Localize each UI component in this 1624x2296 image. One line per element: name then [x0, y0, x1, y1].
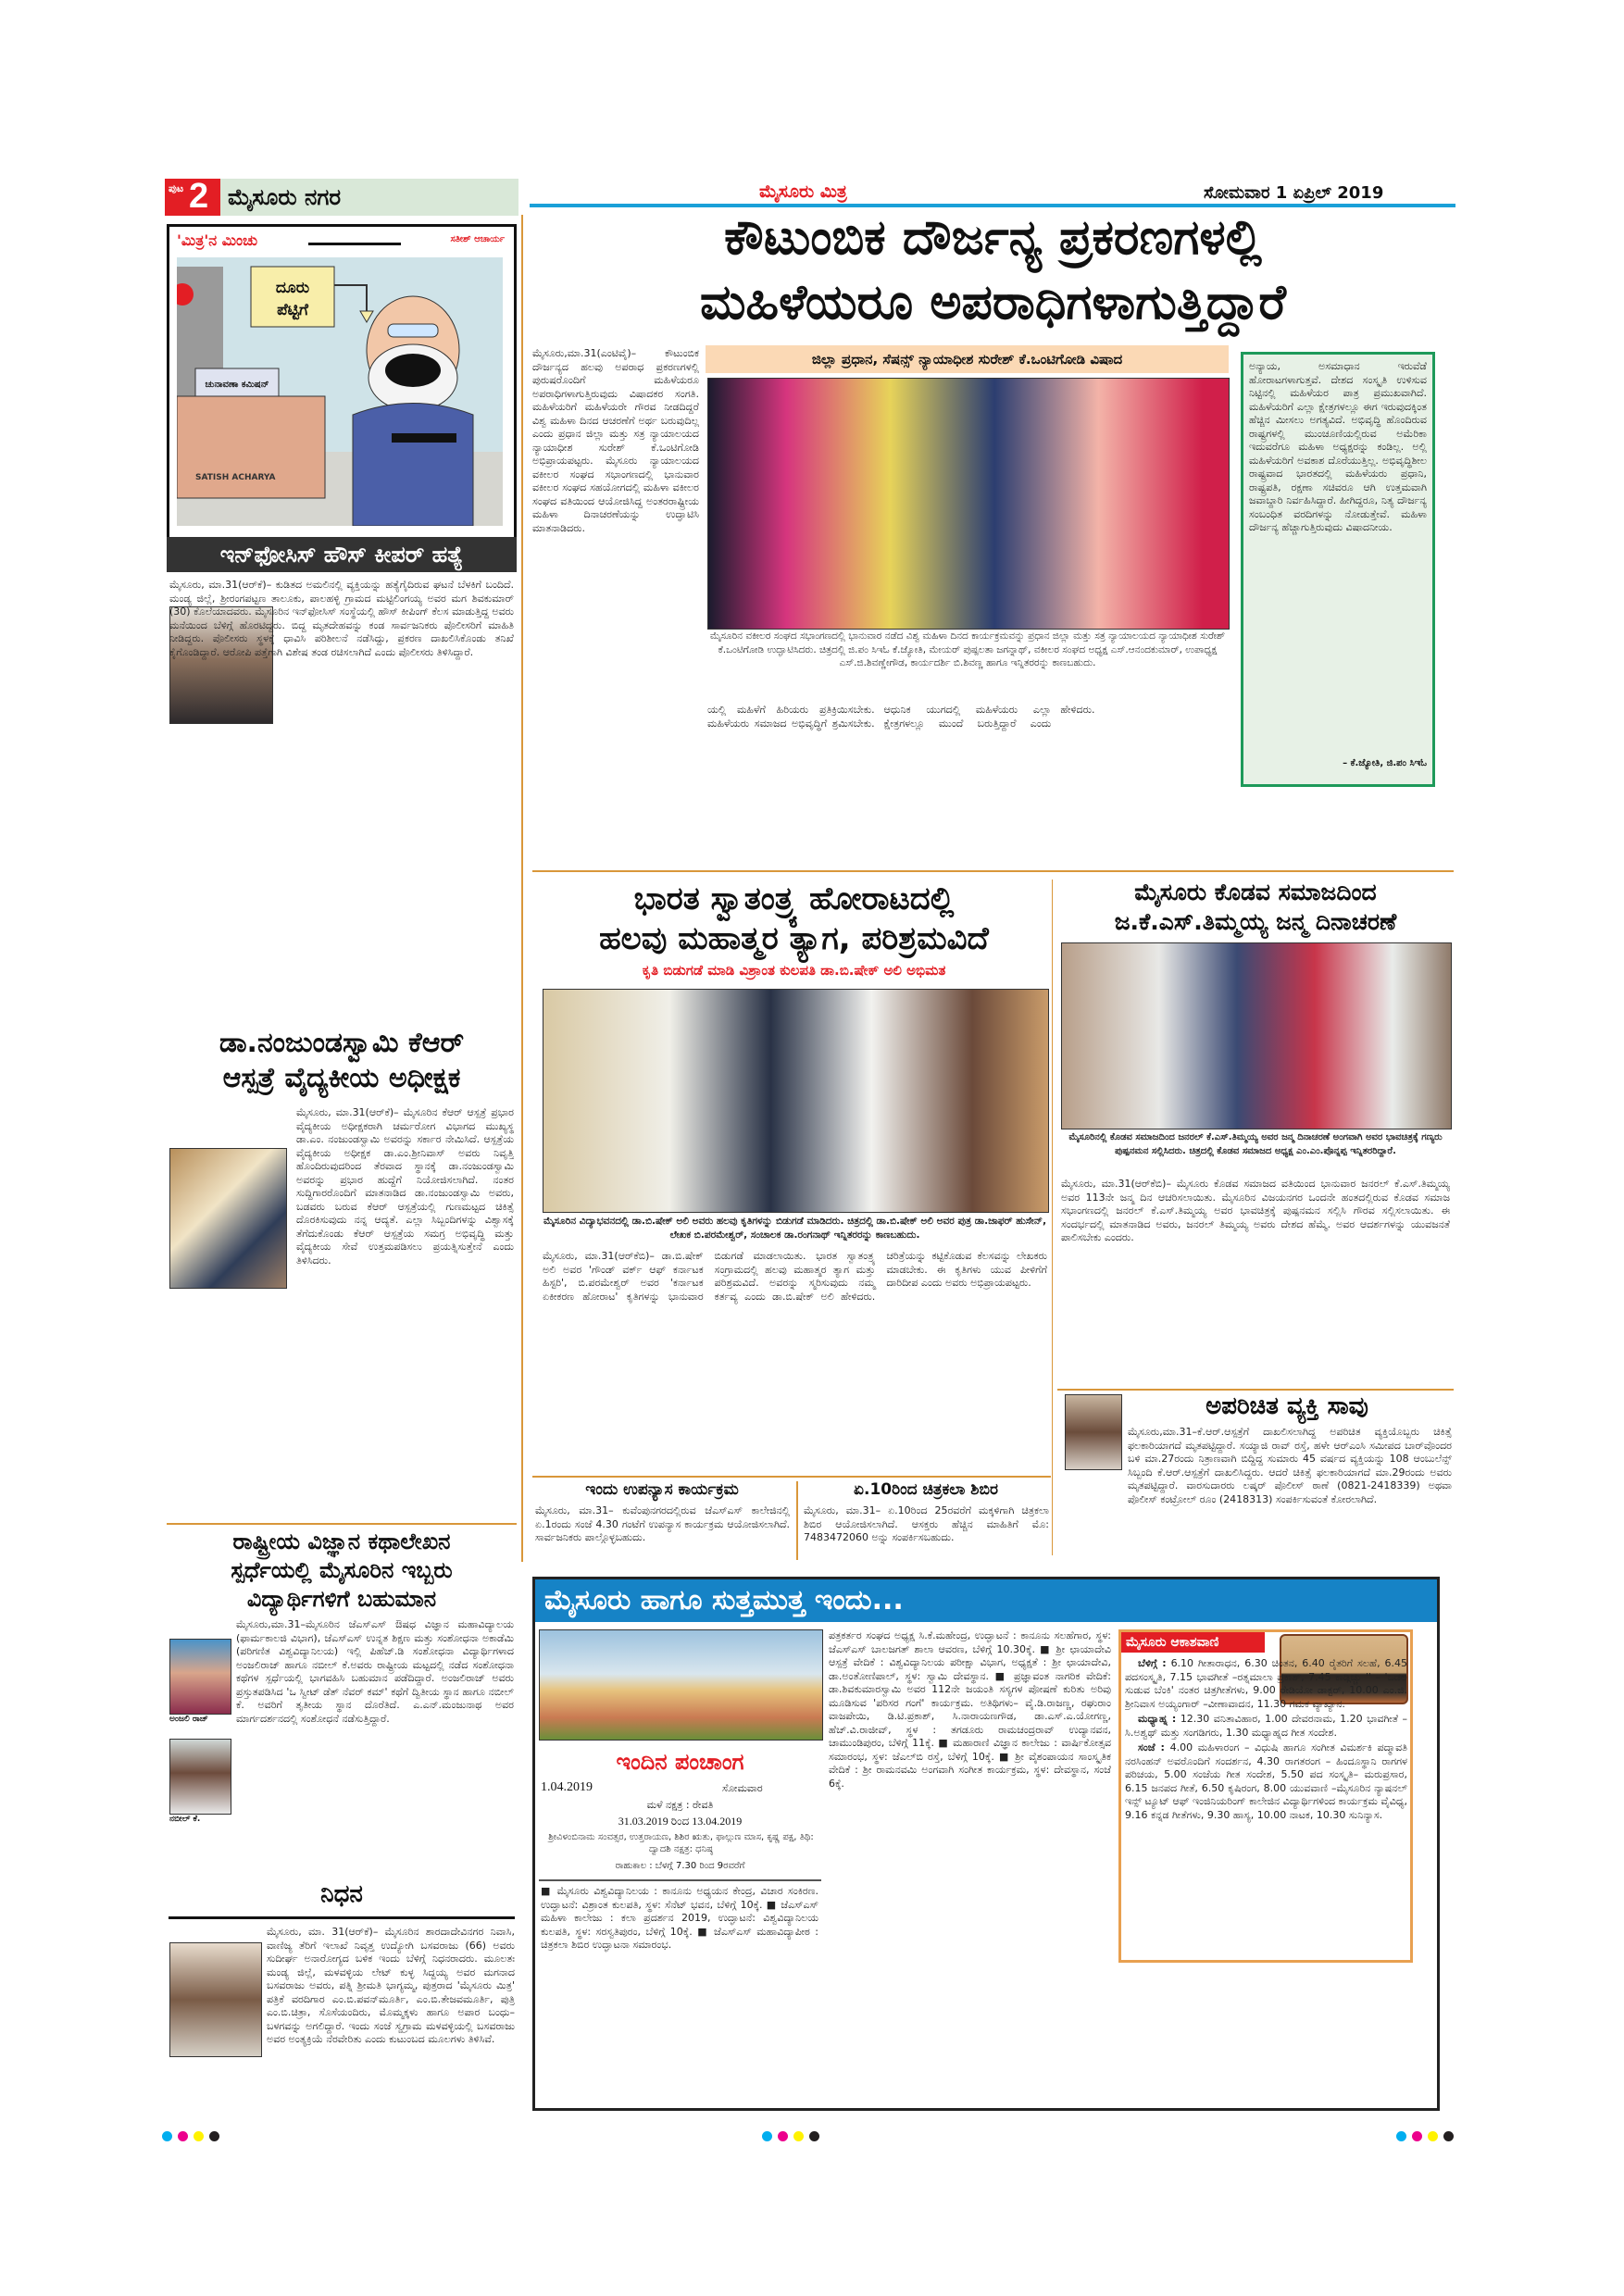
- registration-dot: [162, 2131, 172, 2141]
- lead-headline-2: ಮಹಿಳೆಯರೂ ಅಪರಾಧಿಗಳಾಗುತ್ತಿದ್ದಾರೆ: [699, 275, 1286, 331]
- registration-dot: [1396, 2131, 1406, 2141]
- registration-dot: [1443, 2131, 1454, 2141]
- lead-sidebar-text: ಅನ್ಯಾಯ, ಅಸಮಾಧಾನ ಇರುವೆಡೆ ಹೋರಾಟಗಳಾಗುತ್ತವೆ. ದೇಶದ ಸಂಸ್ಕೃತಿ ಉಳಿಸುವ ನಿಟ್ಟಿನಲ್ಲಿ ಮಹಿಳೆಯರ ಪಾತ್ರ ಪ್ರಮುಖವಾಗಿದೆ. ಮಹಿಳೆಯರಿಗೆ ಎಲ್ಲಾ ಕ್ಷೇತ್ರಗಳಲ್ಲೂ ಈಗ ಇರುವುದಕ್ಕಿಂತ ಹೆಚ್ಚಿನ ಮೀಸಲು ಅಗತ್ಯವಿದೆ. ಅಭಿವೃದ್ಧಿ ಹೊಂದಿರುವ ರಾಷ್ಟ್ರಗಳಲ್ಲಿ ಮುಂಚೂಣಿಯಲ್ಲಿರುವ ಅಮೆರಿಕಾ ಇದುವರೆಗೂ ಮಹಿಳಾ ಅಧ್ಯಕ್ಷರನ್ನು ಕಂಡಿಲ್ಲ. ಅಲ್ಲಿ ಮಹಿಳೆಯರಿಗೆ ಅವಕಾಶ ದೊರೆಯುತ್ತಿಲ್ಲ. ಅಭಿವೃದ್ಧಿಶೀಲ ರಾಷ್ಟ್ರವಾದ ಭಾರತದಲ್ಲಿ ಮಹಿಳೆಯರು ಪ್ರಧಾನಿ, ರಾಷ್ಟ್ರಪತಿ, ರಕ್ಷಣಾ ಸಚಿವರೂ ಆಗಿ ಉತ್ತಮವಾಗಿ ಜವಾಬ್ದಾರಿ ನಿರ್ವಹಿಸಿದ್ದಾರೆ. ಹೀಗಿದ್ದರೂ, ನಿತ್ಯ ದೌರ್ಜನ್ಯ ಸಂಬಂಧಿತ ವರದಿಗಳನ್ನು ನೋಡುತ್ತೇವೆ. ಮಹಿಳಾ ದೌರ್ಜನ್ಯ ಹೆಚ್ಚಾಗುತ್ತಿರುವುದು ವಿಷಾದನೀಯ.: [1249, 360, 1427, 533]
- freedom-headline-1: ಭಾರತ ಸ್ವಾತಂತ್ರ್ಯ ಹೋರಾಟದಲ್ಲಿ: [633, 880, 955, 917]
- speech-box-line1: ದೂರು: [275, 279, 310, 297]
- registration-dot: [762, 2131, 772, 2141]
- obituary-photo: [169, 1942, 262, 2057]
- mysore-palace-photo: [539, 1629, 823, 1741]
- paper-name: ಮೈಸೂರು ಮಿತ್ರ: [759, 181, 847, 202]
- character-body: [353, 404, 473, 527]
- radio-noon: 12.30 ವನಿತಾವಿಹಾರ, 1.00 ದೇವರನಾಮ, 1.20 ಭಾವಗೀತೆ – ಸಿ.ಅಶ್ವಥ್ ಮತ್ತು ಸಂಗಡಿಗರು, 1.30 ಮಧ್ಯಾಹ್ನದ ಗೀತ ಸಂದೇಶ.: [1125, 1713, 1407, 1739]
- art-camp-headline: ಏ.10ರಿಂದ ಚಿತ್ರಕಲಾ ಶಿಬಿರ: [854, 1480, 998, 1499]
- lead-sidebar: [1241, 352, 1435, 787]
- cartoon-illustration: [177, 257, 503, 526]
- lead-subhead-box: [706, 345, 1229, 373]
- doctor-photo: [169, 1148, 287, 1289]
- registration-dot: [793, 2131, 804, 2141]
- lecture-body: ಮೈಸೂರು, ಮಾ.31– ಕುವೆಂಪುನಗರದಲ್ಲಿರುವ ಜೆಎಸ್‌ಎಸ್ ಕಾಲೇಜಿನಲ್ಲಿ ಏ.1ರಂದು ಸಂಜೆ 4.30 ಗಂಟೆಗೆ ಉಪನ್ಯಾಸ ಕಾರ್ಯಕ್ರಮ ಆಯೋಜಿಸಲಾಗಿದೆ. ಸಾರ್ವಜನಿಕರು ಪಾಲ್ಗೊಳ್ಳಬಹುದು.: [535, 1504, 790, 1543]
- section-title: ಮೈಸೂರು ನಗರ: [228, 184, 342, 210]
- doctor-headline-2: ಆಸ್ಪತ್ರೆ ವೈದ್ಯಕೀಯ ಅಧೀಕ್ಷಕ: [222, 1062, 461, 1094]
- divider: [532, 870, 1454, 872]
- registration-dot: [1412, 2131, 1422, 2141]
- page-number-box: [165, 179, 220, 216]
- today-banner: [535, 1579, 1437, 1622]
- kodava-headline-2: ಜ.ಕೆ.ಎಸ್.ತಿಮ್ಮಯ್ಯ ಜನ್ಮ ದಿನಾಚರಣೆ: [1114, 908, 1397, 935]
- obituary-rule: [169, 1916, 515, 1919]
- lead-photo: [707, 378, 1230, 630]
- column-rule: [796, 1481, 798, 1560]
- desk-sign-text: ಚುನಾವಣಾ ಕಮಿಷನ್: [205, 380, 269, 390]
- page-number: 2: [189, 177, 209, 216]
- art-camp-body: ಮೈಸೂರು, ಮಾ.31– ಏ.10ರಿಂದ 25ರವರೆಗೆ ಮಕ್ಕಳಿಗಾಗಿ ಚಿತ್ರಕಲಾ ಶಿಬಿರ ಆಯೋಜಿಸಲಾಗಿದೆ. ಆಸಕ್ತರು ಹೆಚ್ಚಿನ ಮಾಹಿತಿಗೆ ಮೊ: 7483472060 ಅನ್ನು ಸಂಪರ್ಕಿಸಬಹುದು.: [804, 1504, 1049, 1543]
- cartoon-title: 'ಮಿತ್ರ'ನ ಮಿಂಚು: [177, 231, 258, 249]
- divider: [532, 1476, 1051, 1478]
- unknown-person-photo: [1065, 1394, 1122, 1470]
- lead-sidebar-attribution: – ಕೆ.ಜ್ಯೋತಿ, ಜಿ.ಪಂ ಸಿಇಓ: [1343, 758, 1427, 768]
- registration-dot: [178, 2131, 188, 2141]
- panchanga-rahukala: ರಾಹುಕಾಲ : ಬೆಳಗ್ಗೆ 7.30 ರಿಂದ 9ರವರೆಗೆ: [615, 1861, 745, 1871]
- radio-title-box: [1121, 1632, 1265, 1653]
- today-banner-title: ಮೈಸೂರು ಹಾಗೂ ಸುತ್ತಮುತ್ತ ಇಂದು...: [544, 1584, 904, 1616]
- events-middle: ಪತ್ರಕರ್ತರ ಸಂಘದ ಅಧ್ಯಕ್ಷ ಸಿ.ಕೆ.ಮಹೇಂದ್ರ, ಉದ್ಘಾಟನೆ : ಕಾನೂನು ಸಲಹೆಗಾರ, ಸ್ಥಳ: ಜೆಎಸ್‌ಎಸ್ ಬಾಲಜಗತ್ ಶಾಲಾ ಆವರಣ, ಬೆಳಿಗ್ಗೆ 10.30ಕ್ಕೆ. ■ ಶ್ರೀ ಛಾಯಾದೇವಿ ಆಸ್ಪತ್ರೆ ವೇದಿಕೆ : ವಿಶ್ವವಿದ್ಯಾನಿಲಯ ಪರೀಕ್ಷಾ ವಿಭಾಗ, ಅಧ್ಯಕ್ಷತೆ : ಶ್ರೀ ಛಾಯಾದೇವಿ, ಡಾ.ಅಂತೋಣಿಪಾಲ್, ಸ್ಥಳ: ಸ್ವಾಮಿ ದೇವಸ್ಥಾನ. ■ ಪ್ರಜ್ಞಾವಂತ ನಾಗರಿಕ ವೇದಿಕೆ: ಡಾ.ಶಿವಕುಮಾರಸ್ವಾಮಿ ಅವರ 112ನೇ ಜಯಂತಿ ಸಸ್ಯಗಳ ಪೋಷಣೆ ಕುರಿತು ಅರಿವು ಮೂಡಿಸುವ 'ಪರಿಸರ ಗಂಗೆ' ಕಾರ್ಯಕ್ರಮ. ಅತಿಥಿಗಳು– ವೈ.ಡಿ.ರಾಜಣ್ಣ, ರಘುರಾಂ ವಾಜಪೇಯಿ, ಡಿ.ಟಿ.ಪ್ರಕಾಶ್, ಸಿ.ನಾರಾಯಣಗೌಡ, ಡಾ.ಎಸ್.ಎ.ಯೋಗಣ್ಣ, ಹೆಚ್.ವಿ.ರಾಜೀವ್, ಸ್ಥಳ : ತಗಡೂರು ರಾಮಚಂದ್ರರಾವ್ ಉದ್ಯಾನವನ, ಚಾಮುಂಡಿಪುರಂ, ಬೆಳಿಗ್ಗೆ 11ಕ್ಕೆ. ■ ಮಹಾರಾಣಿ ವಿಜ್ಞಾನ ಕಾಲೇಜು : ವಾರ್ಷಿಕೋತ್ಸವ ಸಮಾರಂಭ, ಸ್ಥಳ: ಜೆಎಲ್‌ಬಿ ರಸ್ತೆ, ಬೆಳಿಗ್ಗೆ 10ಕ್ಕೆ. ■ ಶ್ರೀ ವೈಶಂಪಾಯನ ಸಾಂಸ್ಕೃತಿಕ ವೇದಿಕೆ : ಶ್ರೀ ರಾಮನವಮಿ ಅಂಗವಾಗಿ ಸಂಗೀತ ಕಾರ್ಯಕ್ರಮ, ಸ್ಥಳ: ದೇವಸ್ಥಾನ, ಸಂಜೆ 6ಕ್ಕೆ.: [829, 1629, 1111, 1790]
- doctor-headline-1: ಡಾ.ನಂಜುಂಡಸ್ವಾಮಿ ಕೆಆರ್: [219, 1027, 465, 1059]
- anjali-raj-photo: [169, 1639, 231, 1715]
- obituary-headline: ನಿಧನ: [320, 1880, 363, 1908]
- cartoon-signature: SATISH ACHARYA: [195, 473, 276, 482]
- kodava-headline-1: ಮೈಸೂರು ಕೊಡವ ಸಮಾಜದಿಂದ: [1134, 879, 1377, 905]
- registration-dot: [778, 2131, 788, 2141]
- freedom-photo: [543, 989, 1049, 1213]
- divider: [1057, 1389, 1454, 1391]
- radio-noon-label: ಮಧ್ಯಾಹ್ನ :: [1138, 1713, 1177, 1725]
- ballot-slot: [392, 433, 456, 443]
- freedom-photo-caption: ಮೈಸೂರಿನ ವಿದ್ಯಾಭವನದಲ್ಲಿ ಡಾ.ಬಿ.ಷೇಕ್ ಅಲಿ ಅವರು ಹಲವು ಕೃತಿಗಳನ್ನು ಬಿಡುಗಡೆ ಮಾಡಿದರು. ಚಿತ್ರದಲ್ಲಿ ಡಾ.ಬಿ.ಷೇಕ್ ಅಲಿ ಅವರ ಪುತ್ರ ಡಾ.ಜಾಫರ್ ಹುಸೇನ್, ಲೇಖಕ ಬಿ.ಪರಮೇಶ್ವರ್, ಸಂಚಾಲಕ ಡಾ.ರಂಗನಾಥ್ ಇನ್ನಿತರರನ್ನು ಕಾಣಬಹುದು.: [543, 1216, 1047, 1241]
- unknown-death-headline: ಅಪರಿಚಿತ ವ್ಯಕ್ತಿ ಸಾವು: [1206, 1392, 1368, 1420]
- panchanga-details: ಶ್ರೀವಿಳಂಬಿನಾಮ ಸಂವತ್ಸರ, ಉತ್ತರಾಯಣ, ಶಿಶಿರ ಋತು, ಫಾಲ್ಗುಣ ಮಾಸ, ಕೃಷ್ಣ ಪಕ್ಷ, ತಿಥಿ: ದ್ವಾದಶಿ ನಕ್ಷತ್ರ: ಧನಿಷ್ಠ: [548, 1832, 814, 1854]
- registration-marks-left: [159, 2128, 222, 2145]
- cartoon-artist: ಸತೀಶ್ ಆಚಾರ್ಯ: [450, 234, 505, 244]
- registration-marks-right: [1393, 2128, 1456, 2145]
- radio-schedule: [1125, 1657, 1407, 1958]
- kodava-article-body: ಮೈಸೂರು, ಮಾ.31(ಆರ್‌ಕೆಬಿ)– ಮೈಸೂರು ಕೊಡವ ಸಮಾಜದ ವತಿಯಿಂದ ಭಾನುವಾರ ಜನರಲ್ ಕೆ.ಎಸ್.ತಿಮ್ಮಯ್ಯ ಅವರ 113ನೇ ಜನ್ಮ ದಿನ ಆಚರಿಸಲಾಯಿತು. ಮೈಸೂರಿನ ವಿಜಯನಗರ ಒಂದನೇ ಹಂತದಲ್ಲಿರುವ ಕೊಡವ ಸಮಾಜ ಸಭಾಂಗಣದಲ್ಲಿ ಜನರಲ್ ಕೆ.ಎಸ್.ತಿಮ್ಮಯ್ಯ ಅವರ ಭಾವಚಿತ್ರಕ್ಕೆ ಪುಷ್ಪನಮನ ಸಲ್ಲಿಸಿ ಗೌರವ ಸಲ್ಲಿಸಲಾಯಿತು. ಈ ಸಂದರ್ಭದಲ್ಲಿ ಮಾತನಾಡಿದ ಅವರು, ಜನರಲ್ ತಿಮ್ಮಯ್ಯ ಅವರು ದೇಶದ ಹೆಮ್ಮೆ. ಅವರ ಆದರ್ಶಗಳನ್ನು ಯುವಜನತೆ ಪಾಲಿಸಬೇಕು ಎಂದರು.: [1061, 1178, 1450, 1243]
- events-left: ■ ಮೈಸೂರು ವಿಶ್ವವಿದ್ಯಾನಿಲಯ : ಕಾನೂನು ಅಧ್ಯಯನ ಕೇಂದ್ರ, ವಿಚಾರ ಸಂಕಿರಣ. ಉದ್ಘಾಟನೆ: ವಿಶ್ರಾಂತ ಕುಲಪತಿ, ಸ್ಥಳ: ಸೆನೆಟ್ ಭವನ, ಬೆಳಿಗ್ಗೆ 10ಕ್ಕೆ. ■ ಜೆಎಸ್‌ಎಸ್ ಮಹಿಳಾ ಕಾಲೇಜು : ಕಲಾ ಪ್ರದರ್ಶನ 2019, ಉದ್ಘಾಟನೆ: ವಿಶ್ವವಿದ್ಯಾನಿಲಯ ಕುಲಪತಿ, ಸ್ಥಳ: ಸರಸ್ವತಿಪುರಂ, ಬೆಳಿಗ್ಗೆ 10ಕ್ಕೆ. ■ ಜೆಎಸ್‌ಎಸ್ ಮಹಾವಿದ್ಯಾಪೀಠ : ಚಿತ್ರಕಲಾ ಶಿಬಿರ ಉದ್ಘಾಟನಾ ಸಮಾರಂಭ.: [541, 1885, 818, 1951]
- issue-date: ಸೋಮವಾರ 1 ಏಪ್ರಿಲ್ 2019: [1204, 183, 1384, 203]
- column-rule-left: [521, 215, 523, 1562]
- freedom-article-body: ಮೈಸೂರು, ಮಾ.31(ಆರ್‌ಕೆಬಿ)– ಡಾ.ಬಿ.ಷೇಕ್ ಅಲಿ ಅವರ 'ಗೌಂಡ್ ವರ್ಕ್ ಆಫ್ ಕರ್ನಾಟಕ ಹಿಸ್ಟರಿ', ಬಿ.ಪರಮೇಶ್ವರ್ ಅವರ 'ಕರ್ನಾಟಕ ಏಕೀಕರಣ ಹೋರಾಟ' ಕೃತಿಗಳನ್ನು ಭಾನುವಾರ ಬಿಡುಗಡೆ ಮಾಡಲಾಯಿತು. ಭಾರತ ಸ್ವಾತಂತ್ರ್ಯ ಸಂಗ್ರಾಮದಲ್ಲಿ ಹಲವು ಮಹಾತ್ಮರ ತ್ಯಾಗ ಮತ್ತು ಪರಿಶ್ರಮವಿದೆ. ಅವರನ್ನು ಸ್ಮರಿಸುವುದು ನಮ್ಮ ಕರ್ತವ್ಯ ಎಂದು ಡಾ.ಬಿ.ಷೇಕ್ ಅಲಿ ಹೇಳಿದರು. ಚರಿತ್ರೆಯನ್ನು ಕಟ್ಟಿಕೊಡುವ ಕೆಲಸವನ್ನು ಲೇಖಕರು ಮಾಡಬೇಕು. ಈ ಕೃತಿಗಳು ಯುವ ಪೀಳಿಗೆಗೆ ದಾರಿದೀಪ ಎಂದು ಅವರು ಅಭಿಪ್ರಾಯಪಟ್ಟರು.: [543, 1250, 1047, 1303]
- column-rule: [1052, 880, 1053, 1555]
- nabeel-caption: ನಬೀಲ್ ಕೆ.: [169, 1815, 201, 1824]
- cartoon-title-rule: [308, 243, 401, 245]
- radio-title: ಮೈಸೂರು ಆಕಾಶವಾಣಿ: [1126, 1635, 1219, 1650]
- registration-dot: [209, 2131, 219, 2141]
- freedom-headline-2: ಹಲವು ಮಹಾತ್ಮರ ತ್ಯಾಗ, ಪರಿಶ್ರಮವಿದೆ: [599, 920, 989, 957]
- speech-box-line2: ಪೆಟ್ಟಿಗೆ: [277, 301, 308, 319]
- lecture-headline: ಇಂದು ಉಪನ್ಯಾಸ ಕಾರ್ಯಕ್ರಮ: [585, 1480, 739, 1499]
- panchanga-rain-star: ಮಳೆ ನಕ್ಷತ್ರ : ರೇವತಿ: [646, 1799, 714, 1811]
- infosys-headline: ಇನ್‌ಫೋಸಿಸ್ ಹೌಸ್ ಕೀಪರ್ ಹತ್ಯೆ: [167, 537, 517, 572]
- registration-dot: [194, 2131, 204, 2141]
- registration-dot: [1428, 2131, 1438, 2141]
- doctor-article-body: ಮೈಸೂರು, ಮಾ.31(ಆರ್‌ಕೆ)– ಮೈಸೂರಿನ ಕೆಆರ್ ಆಸ್ಪತ್ರೆ ಪ್ರಭಾರ ವೈದ್ಯಕೀಯ ಅಧೀಕ್ಷಕರಾಗಿ ಚರ್ಮರೋಗ ವಿಭಾಗದ ಮುಖ್ಯಸ್ಥ ಡಾ.ಎಂ. ನಂಜುಂಡಸ್ವಾಮಿ ಅವರನ್ನು ಸರ್ಕಾರ ನೇಮಿಸಿದೆ. ಆಸ್ಪತ್ರೆಯ ವೈದ್ಯಕೀಯ ಅಧೀಕ್ಷಕ ಡಾ.ಎಂ.ಶ್ರೀನಿವಾಸ್ ಅವರು ನಿವೃತ್ತಿ ಹೊಂದಿರುವುದರಿಂದ ತೆರವಾದ ಸ್ಥಾನಕ್ಕೆ ಡಾ.ನಂಜುಂಡಸ್ವಾಮಿ ಅವರನ್ನು ಪ್ರಭಾರ ಹುದ್ದೆಗೆ ನಿಯೋಜಿಸಲಾಗಿದೆ. ನಂತರ ಸುದ್ದಿಗಾರರೊಂದಿಗೆ ಮಾತನಾಡಿದ ಡಾ.ನಂಜುಂಡಸ್ವಾಮಿ ಅವರು, ಬಡವರು ಬರುವ ಕೆಆರ್ ಆಸ್ಪತ್ರೆಯಲ್ಲಿ ಗುಣಮಟ್ಟದ ಚಿಕಿತ್ಸೆ ದೊರಕಿಸುವುದು ನನ್ನ ಆದ್ಯತೆ. ಎಲ್ಲಾ ಸಿಬ್ಬಂದಿಗಳನ್ನು ವಿಶ್ವಾಸಕ್ಕೆ ತೆಗೆದುಕೊಂಡು ಕೆಆರ್ ಆಸ್ಪತ್ರೆಯ ಸಮಗ್ರ ಅಭಿವೃದ್ಧಿ ಮತ್ತು ವೈದ್ಯಕೀಯ ಸೇವೆ ಉತ್ತಮಪಡಿಸಲು ಪ್ರಯತ್ನಿಸುತ್ತೇನೆ ಎಂದು ತಿಳಿಸಿದರು.: [296, 1106, 514, 1267]
- desk: [177, 396, 325, 498]
- kodava-photo: [1061, 942, 1452, 1129]
- panchanga-date: 1.04.2019: [541, 1780, 593, 1794]
- kodava-photo-caption: ಮೈಸೂರಿನಲ್ಲಿ ಕೊಡವ ಸಮಾಜದಿಂದ ಜನರಲ್ ಕೆ.ಎಸ್.ತಿಮ್ಮಯ್ಯ ಅವರ ಜನ್ಮ ದಿನಾಚರಣೆ ಅಂಗವಾಗಿ ಅವರ ಭಾವಚಿತ್ರಕ್ಕೆ ಗಣ್ಯರು ಪುಷ್ಪನಮನ ಸಲ್ಲಿಸಿದರು. ಚಿತ್ರದಲ್ಲಿ ಕೊಡವ ಸಮಾಜದ ಅಧ್ಯಕ್ಷ ಎಂ.ಎಂ.ಪೊನ್ನಪ್ಪ ಇನ್ನಿತರರಿದ್ದಾರೆ.: [1068, 1132, 1443, 1156]
- radio-evening-label: ಸಂಜೆ :: [1138, 1741, 1165, 1753]
- lead-article-body-continued: ಯಲ್ಲಿ ಮಹಿಳೆಗೆ ಹಿರಿಯರು ಪ್ರತಿಕ್ರಿಯಿಸಬೇಕು. ಮಹಿಳೆಯರು ಸಮಾಜದ ಅಭಿವೃದ್ಧಿಗೆ ಶ್ರಮಿಸಬೇಕು. ಆಧುನಿಕ ಯುಗದಲ್ಲಿ ಮಹಿಳೆಯರು ಎಲ್ಲಾ ಕ್ಷೇತ್ರಗಳಲ್ಲೂ ಮುಂದೆ ಬರುತ್ತಿದ್ದಾರೆ ಎಂದು ಹೇಳಿದರು.: [707, 704, 1095, 730]
- science-headline-1: ರಾಷ್ಟ್ರೀಯ ವಿಜ್ಞಾನ ಕಥಾಲೇಖನ: [232, 1529, 451, 1554]
- unknown-death-body: ಮೈಸೂರು,ಮಾ.31–ಕೆ.ಆರ್.ಆಸ್ಪತ್ರೆಗೆ ದಾಖಲಿಸಲಾಗಿದ್ದ ಅಪರಿಚಿತ ವ್ಯಕ್ತಿಯೊಬ್ಬರು ಚಿಕಿತ್ಸೆ ಫಲಕಾರಿಯಾಗದೆ ಮೃತಪಟ್ಟಿದ್ದಾರೆ. ಸಯ್ಯಾಜಿ ರಾವ್ ರಸ್ತೆ, ಹಳೇ ಆರ್‌ಎಂಸಿ ಸಮೀಪದ ಬಾರ್‌ವೊಂದರ ಬಳಿ ಮಾ.27ರಂದು ನಿತ್ರಾಣವಾಗಿ ಬಿದ್ದಿದ್ದ ಸುಮಾರು 45 ವರ್ಷದ ವ್ಯಕ್ತಿಯನ್ನು 108 ಆಂಬುಲೆನ್ಸ್ ಸಿಬ್ಬಂದಿ ಕೆ.ಆರ್.ಆಸ್ಪತ್ರೆಗೆ ದಾಖಲಿಸಿದ್ದರು. ಆದರೆ ಚಿಕಿತ್ಸೆ ಫಲಕಾರಿಯಾಗದೆ ಮಾ.29ರಂದು ಅವರು ಮೃತಪಟ್ಟಿದ್ದಾರೆ. ವಾರಸುದಾರರು ಲಷ್ಕರ್ ಪೊಲೀಸ್ ಠಾಣೆ (0821-2418339) ಅಥವಾ ಪೊಲೀಸ್ ಕಂಟ್ರೋಲ್ ರೂಂ (2418313) ಸಂಪರ್ಕಿಸುವಂತೆ ಕೋರಲಾಗಿದೆ.: [1128, 1426, 1452, 1505]
- registration-marks-center: [759, 2128, 822, 2145]
- radio-evening: 4.00 ಮಹಿಳಾರಂಗ – ವಿಧುಷಿ ಹಾಗೂ ಸಂಗೀತ ವಿಮರ್ಶಕಿ ಪದ್ಮಾವತಿ ನರಸಿಂಹನ್ ಅವರೊಂದಿಗೆ ಸಂದರ್ಶನ, 4.30 ರಾಗತರಂಗ – ಹಿಂದೂಸ್ಥಾನಿ ರಾಗಗಳ ಪರಿಚಯ, 5.00 ಸಂಜೆಯ ಗೀತ ಸಂದೇಶ, 5.50 ಪದ ಸಂಸ್ಕೃತಿ– ಮರುಪ್ರಸಾರ, 6.15 ಜನಪದ ಗೀತೆ, 6.50 ಕೃಷಿರಂಗ, 8.00 ಯುವವಾಣಿ –ಮೈಸೂರಿನ ನ್ಯಾಷನಲ್ ಇನ್ಸ್ ಟ್ಯೂಟ್ ಆಫ್ ಇಂಜಿನಿಯರಿಂಗ್ ಕಾಲೇಜಿನ ವಿದ್ಯಾರ್ಥಿಗಳಿಂದ ಕಾರ್ಯಕ್ರಮ ವೈವಿಧ್ಯ, 9.16 ಕನ್ನಡ ಗೀತೆಗಳು, 9.30 ಹಾಸ್ಯ, 10.00 ನಾಟಕ, 10.30 ಸುನಿನ್ಯಾಸ.: [1125, 1741, 1407, 1821]
- character-mouth: [385, 354, 441, 387]
- cartoon-box: [167, 224, 517, 540]
- science-headline-3: ವಿದ್ಯಾರ್ಥಿಗಳಿಗೆ ಬಹುಮಾನ: [246, 1586, 437, 1612]
- anjali-raj-caption: ಅಂಜಲಿ ರಾಜ್: [169, 1715, 208, 1724]
- character-glasses: [388, 324, 438, 337]
- lead-photo-caption: ಮೈಸೂರಿನ ವಕೀಲರ ಸಂಘದ ಸಭಾಂಗಣದಲ್ಲಿ ಭಾನುವಾರ ನಡೆದ ವಿಶ್ವ ಮಹಿಳಾ ದಿನದ ಕಾರ್ಯಕ್ರಮವನ್ನು ಪ್ರಧಾನ ಜಿಲ್ಲಾ ಮತ್ತು ಸತ್ರ ನ್ಯಾಯಾಲಯದ ನ್ಯಾಯಾಧೀಶ ಸುರೇಶ್ ಕೆ.ಒಂಟಿಗೋಡಿ ಉದ್ಘಾಟಿಸಿದರು. ಚಿತ್ರದಲ್ಲಿ ಜಿ.ಪಂ ಸಿಇಓ ಕೆ.ಜ್ಯೋತಿ, ಮೇಯರ್ ಪುಷ್ಪಲತಾ ಜಗನ್ನಾಥ್, ವಕೀಲರ ಸಂಘದ ಅಧ್ಯಕ್ಷ ಎಸ್.ಆನಂದಕುಮಾರ್, ಉಪಾಧ್ಯಕ್ಷ ಎಸ್.ಜಿ.ಶಿವಣ್ಣೇಗೌಡ, ಕಾರ್ಯದರ್ಶಿ ಬಿ.ಶಿವಣ್ಣ ಹಾಗೂ ಇನ್ನಿತರರನ್ನು ಕಾಣಬಹುದು.: [709, 630, 1226, 668]
- science-article-body: ಮೈಸೂರು,ಮಾ.31–ಮೈಸೂರಿನ ಜೆಎಸ್‌ಎಸ್ ಔಷಧ ವಿಜ್ಞಾನ ಮಹಾವಿದ್ಯಾಲಯ (ಫಾರ್ಮಕಾಲಜಿ ವಿಭಾಗ), ಜೆಎಸ್‌ಎಸ್ ಉನ್ನತ ಶಿಕ್ಷಣ ಮತ್ತು ಸಂಶೋಧನಾ ಅಕಾಡೆಮಿ (ಪರಿಗಣಿತ ವಿಶ್ವವಿದ್ಯಾನಿಲಯ) ಇಲ್ಲಿ ಪಿಹೆಚ್.ಡಿ ಸಂಶೋಧನಾ ವಿದ್ಯಾರ್ಥಿಗಳಾದ ಅಂಜಲಿರಾಜ್ ಹಾಗೂ ನಬೀಲ್ ಕೆ.ಅವರು ರಾಷ್ಟ್ರೀಯ ಮಟ್ಟದಲ್ಲಿ ನಡೆದ ಸಂಶೋಧನಾ ಕಥೆಗಳ ಸ್ಪರ್ಧೆಯಲ್ಲಿ ಭಾಗವಹಿಸಿ ಬಹುಮಾನ ಪಡೆದಿದ್ದಾರೆ. ಅಂಜಲಿರಾಜ್ ಅವರು ಪ್ರಸ್ತುತಪಡಿಸಿದ 'ಒ ಸ್ವೀಟ್ ಡೆತ್ ನೆವರ್ ಕಮ್' ಕಥೆಗೆ ದ್ವಿತೀಯ ಸ್ಥಾನ ಹಾಗೂ ನಬೀಲ್ ಕೆ. ಅವರಿಗೆ ತೃತೀಯ ಸ್ಥಾನ ದೊರೆತಿದೆ. ಎ.ಎನ್.ಮಂಜುನಾಥ ಅವರ ಮಾರ್ಗದರ್ಶನದಲ್ಲಿ ಸಂಶೋಧನೆ ನಡೆಸುತ್ತಿದ್ದಾರೆ.: [236, 1618, 514, 1725]
- lead-article-body: ಮೈಸೂರು,ಮಾ.31(ಎಂಟಿವೈ)– ಕೌಟುಂಬಿಕ ದೌರ್ಜನ್ಯದ ಹಲವು ಅಪರಾಧ ಪ್ರಕರಣಗಳಲ್ಲಿ ಪುರುಷರೊಂದಿಗೆ ಮಹಿಳೆಯರೂ ಅಪರಾಧಿಗಳಾಗುತ್ತಿರುವುದು ವಿಷಾದಕರ ಸಂಗತಿ. ಮಹಿಳೆಯರಿಗೆ ಮಹಿಳೆಯರೇ ಗೌರವ ನೀಡದಿದ್ದರೆ ವಿಶ್ವ ಮಹಿಳಾ ದಿನದ ಆಚರಣೆಗೆ ಅರ್ಥ ಬರುವುದಿಲ್ಲ ಎಂದು ಪ್ರಧಾನ ಜಿಲ್ಲಾ ಮತ್ತು ಸತ್ರ ನ್ಯಾಯಾಲಯದ ನ್ಯಾಯಾಧೀಶ ಸುರೇಶ್ ಕೆ.ಒಂಟಿಗೋಡಿ ಅಭಿಪ್ರಾಯಪಟ್ಟರು. ಮೈಸೂರು ನ್ಯಾಯಾಲಯದ ವಕೀಲರ ಸಂಘದ ಸಭಾಂಗಣದಲ್ಲಿ ಭಾನುವಾರ ವಕೀಲರ ಸಂಘದ ಸಹಯೋಗದಲ್ಲಿ ಮಹಿಳಾ ವಕೀಲರ ಸಂಘದ ವತಿಯಿಂದ ಆಯೋಜಿಸಿದ್ದ ಅಂತರರಾಷ್ಟ್ರೀಯ ಮಹಿಳಾ ದಿನಾಚರಣೆಯನ್ನು ಉದ್ಘಾಟಿಸಿ ಮಾತನಾಡಿದರು.: [532, 347, 699, 534]
- radio-morning-label: ಬೆಳಿಗ್ಗೆ :: [1138, 1657, 1167, 1669]
- panchanga-rule: [539, 1879, 821, 1881]
- infosys-article-body: ಮೈಸೂರು, ಮಾ.31(ಆರ್‌ಕೆ)– ಕುಡಿತದ ಅಮಲಿನಲ್ಲಿ ವ್ಯಕ್ತಿಯನ್ನು ಹತ್ಯೆಗೈದಿರುವ ಘಟನೆ ಬೆಳಕಿಗೆ ಬಂದಿದೆ. ಮಂಡ್ಯ ಜಿಲ್ಲೆ, ಶ್ರೀರಂಗಪಟ್ಟಣ ತಾಲೂಕು, ಪಾಲಹಳ್ಳಿ ಗ್ರಾಮದ ಮಟ್ಟಿಲಿಂಗಯ್ಯ ಅವರ ಮಗ ಶಿವಕುಮಾರ್ (30) ಕೊಲೆಯಾದವರು. ಮೈಸೂರಿನ ಇನ್‌ಫೋಸಿಸ್ ಸಂಸ್ಥೆಯಲ್ಲಿ ಹೌಸ್ ಕೀಪಿಂಗ್ ಕೆಲಸ ಮಾಡುತ್ತಿದ್ದ ಅವರು ಮನೆಯಿಂದ ಬೆಳಿಗ್ಗೆ ಹೊರಟಿದ್ದರು. ಬಿದ್ದ ಮೃತದೇಹವನ್ನು ಕಂಡ ಸಾರ್ವಜನಿಕರು ಪೊಲೀಸರಿಗೆ ಮಾಹಿತಿ ನೀಡಿದ್ದರು. ಪೊಲೀಸರು ಸ್ಥಳಕ್ಕೆ ಧಾವಿಸಿ ಪರಿಶೀಲನೆ ನಡೆಸಿದ್ದು, ಪ್ರಕರಣ ದಾಖಲಿಸಿಕೊಂಡು ತನಿಖೆ ಕೈಗೊಂಡಿದ್ದಾರೆ. ಆರೋಪಿ ಪತ್ತೆಗಾಗಿ ವಿಶೇಷ ತಂಡ ರಚಿಸಲಾಗಿದೆ ಎಂದು ಪೊಲೀಸರು ತಿಳಿಸಿದ್ದಾರೆ.: [169, 579, 514, 658]
- radio-morning: 6.10 ಗೀತಾರಾಧನ, 6.30 ಚಿಂತನ, 6.40 ರೈತರಿಗೆ ಸಲಹೆ, 6.45 ಪದಸಂಸ್ಕೃತಿ, 7.15 ಭಾವಗೀತೆ –ರತ್ನಮಾಲಾ ಪ್ರಕಾಶ್, 7.45 ಕಾಡ್ಗಿಚ್ಚು '' – 'ಒಡಲ ಸುಡುವ ಬೆಂಕಿ' ನಂತರ ಚಿತ್ರಗೀತೆಗಳು, 9.00 ರೇಡಿಯೋ ಡಾಕ್ಟರ್, 10.00 ಎಂ.ಜಿ. ಶ್ರೀನಿವಾಸ ಅಯ್ಯಂಗಾರ್ –ವೀಣಾವಾದನ, 11.30 ಗಮಕ ವ್ಯಾಖ್ಯಾನ.: [1125, 1657, 1407, 1710]
- panchanga-weekday: ಸೋಮವಾರ: [722, 1782, 763, 1794]
- lead-headline-1: ಕೌಟುಂಬಿಕ ದೌರ್ಜನ್ಯ ಪ್ರಕರಣಗಳಲ್ಲಿ: [724, 210, 1262, 266]
- science-headline-2: ಸ್ಪರ್ಧೆಯಲ್ಲಿ ಮೈಸೂರಿನ ಇಬ್ಬರು: [231, 1557, 453, 1583]
- divider: [167, 1523, 517, 1525]
- registration-dot: [809, 2131, 819, 2141]
- page-label: ಪುಟ: [169, 182, 184, 194]
- panchanga-title: ಇಂದಿನ ಪಂಚಾಂಗ: [616, 1749, 744, 1775]
- masthead-rule: [530, 204, 1455, 207]
- section-label-box: [220, 179, 518, 216]
- lead-sidebar-overflow: [1236, 796, 1440, 866]
- nabeel-photo: [169, 1739, 231, 1815]
- freedom-subhead: ಕೃತಿ ಬಿಡುಗಡೆ ಮಾಡಿ ವಿಶ್ರಾಂತ ಕುಲಪತಿ ಡಾ.ಬಿ.ಷೇಕ್ ಅಲಿ ಅಭಿಮತ: [642, 962, 946, 979]
- obituary-body: ಮೈಸೂರು, ಮಾ. 31(ಆರ್‌ಕೆ)– ಮೈಸೂರಿನ ಶಾರದಾದೇವಿನಗರ ನಿವಾಸಿ, ವಾಣಿಜ್ಯ ತೆರಿಗೆ ಇಲಾಖೆ ನಿವೃತ್ತ ಉದ್ಯೋಗಿ ಬಸವರಾಜು (66) ಅವರು ಸುದೀರ್ಘ ಅನಾರೋಗ್ಯದ ಬಳಿಕ ಇಂದು ಬೆಳಿಗ್ಗೆ ನಿಧನರಾದರು. ಮೂಲತಃ ಮಂಡ್ಯ ಜಿಲ್ಲೆ, ಮಳವಳ್ಳಿಯ ಲೇಟ್ ಕುಳ್ಳ ಸಿದ್ದಯ್ಯ ಅವರ ಮಗನಾದ ಬಸವರಾಜು ಅವರು, ಪತ್ನಿ ಶ್ರೀಮತಿ ಭಾಗ್ಯಮ್ಮ, ಪುತ್ರರಾದ 'ಮೈಸೂರು ಮಿತ್ರ' ಪತ್ರಿಕೆ ವರದಿಗಾರ ಎಂ.ಬಿ.ಪವನ್‌ಮೂರ್ತಿ, ಎಂ.ಬಿ.ತೇಜವಮೂರ್ತಿ, ಪುತ್ರಿ ಎಂ.ಬಿ.ಚಿತ್ರಾ, ಸೊಸೆಯಂದಿರು, ಮೊಮ್ಮಕ್ಕಳು ಹಾಗೂ ಅಪಾರ ಬಂಧು–ಬಳಗವನ್ನು ಅಗಲಿದ್ದಾರೆ. ಇಂದು ಸಂಜೆ ಸ್ವಗ್ರಾಮ ಮಳವಳ್ಳಿಯಲ್ಲಿ ಬಸವರಾಜು ಅವರ ಅಂತ್ಯಕ್ರಿಯೆ ನೆರವೇರಿತು ಎಂದು ಕುಟುಂಬದ ಮೂಲಗಳು ತಿಳಿಸಿವೆ.: [267, 1926, 515, 2045]
- panchanga-range: 31.03.2019 ರಿಂದ 13.04.2019: [618, 1815, 743, 1828]
- lead-subhead: ಜಿಲ್ಲಾ ಪ್ರಧಾನ, ಸೆಷನ್ಸ್ ನ್ಯಾಯಾಧೀಶ ಸುರೇಶ್ ಕೆ.ಒಂಟಿಗೋಡಿ ವಿಷಾದ: [811, 351, 1123, 368]
